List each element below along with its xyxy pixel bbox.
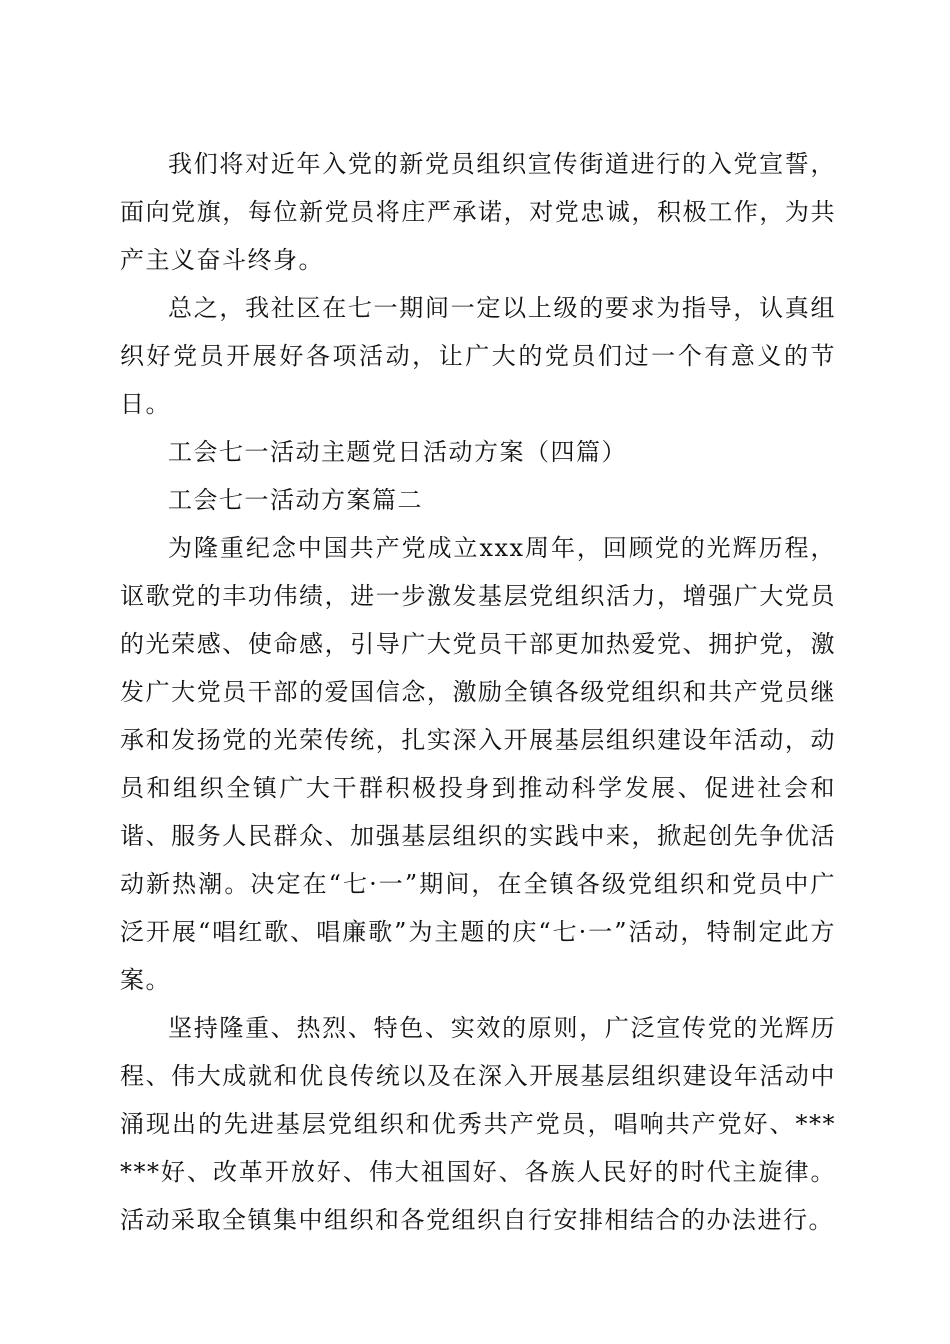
paragraph-principle: 坚持隆重、热烈、特色、实效的原则，广泛宣传党的光辉历程、伟大成就和优良传统以及在深入开展基层组织建设年活动中涌现出的先进基层党组织和优秀共产党员，唱响共产党好、******好、改革开放好、伟大祖国好、各族人民好的时代主旋律。活动采取全镇集中组织和各党组织自行安排相结合的办法进行。: [120, 1014, 836, 1234]
section-subtitle: 工会七一活动方案篇二: [168, 486, 423, 514]
paragraph-summary: 总之，我社区在七一期间一定以上级的要求为指导，认真组织好党员开展好各项活动，让广大的党员们过一个有意义的节日。: [120, 294, 836, 418]
paragraph-oath: 我们将对近年入党的新党员组织宣传街道进行的入党宣誓，面向党旗，每位新党员将庄严承诺，对党忠诚，积极工作，为共产主义奋斗终身。: [120, 150, 836, 274]
paragraph-purpose: 为隆重纪念中国共产党成立xxx周年，回顾党的光辉历程，讴歌党的丰功伟绩，进一步激发基层党组织活力，增强广大党员的光荣感、使命感，引导广大党员干部更加热爱党、拥护党，激发广大党员干部的爱国信念，激励全镇各级党组织和共产党员继承和发扬党的光荣传统，扎实深入开展基层组织建设年活动，动员和组织全镇广大干群积极投身到推动科学发展、促进社会和谐、服务人民群众、加强基层组织的实践中来，掀起创先争优活动新热潮。决定在“七·一”期间，在全镇各级党组织和党员中广泛开展“唱红歌、唱廉歌”为主题的庆“七·一”活动，特制定此方案。: [120, 534, 836, 994]
section-title: 工会七一活动主题党日活动方案（四篇）: [168, 438, 627, 466]
document-body: [120, 140, 836, 1244]
